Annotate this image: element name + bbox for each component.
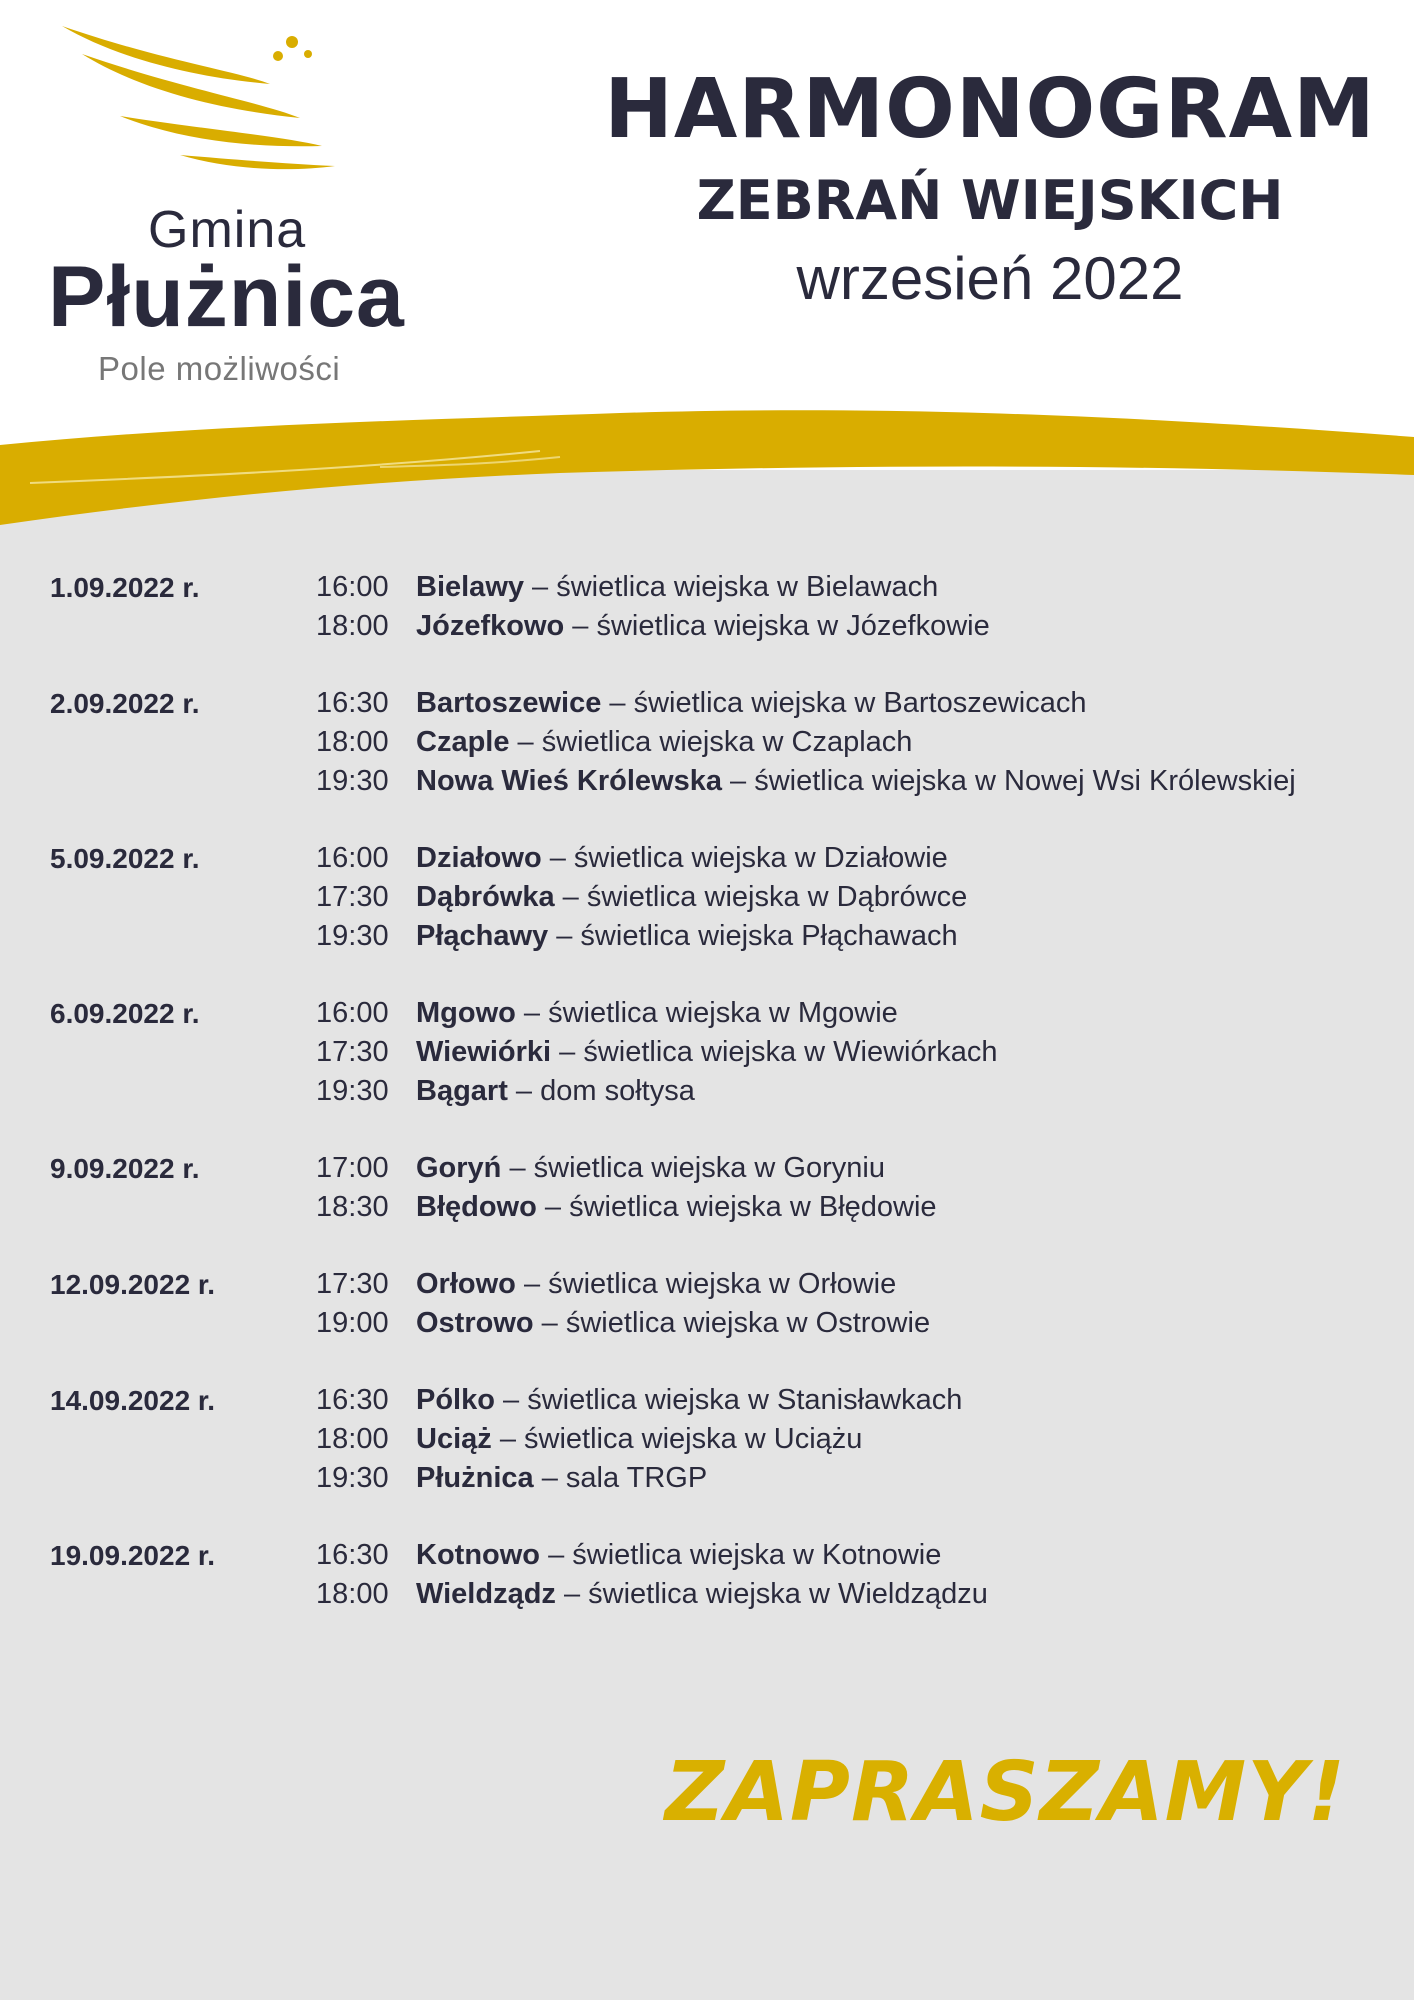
- meeting-entry: [50, 607, 1400, 646]
- schedule-day: [50, 1149, 1400, 1227]
- schedule-day: [50, 1265, 1400, 1343]
- meeting-place: [416, 723, 912, 762]
- meeting-date: 1.09.2022 r.: [50, 572, 200, 603]
- venue-description: – świetlica wiejska w Kotnowie: [540, 1539, 942, 1571]
- village-name: Błędowo: [416, 1191, 537, 1223]
- meeting-entry: [50, 917, 1400, 956]
- schedule-day: [50, 684, 1400, 801]
- venue-description: – świetlica wiejska w Goryniu: [501, 1152, 885, 1184]
- village-name: Bągart: [416, 1075, 508, 1107]
- meeting-entry: [50, 684, 1400, 723]
- meeting-place: [416, 1304, 930, 1343]
- meeting-entry: [50, 1420, 1400, 1459]
- meeting-time: 18:00: [316, 726, 389, 758]
- venue-description: – świetlica wiejska w Uciążu: [491, 1423, 863, 1455]
- meeting-time: 19:30: [316, 920, 389, 952]
- village-name: Mgowo: [416, 997, 516, 1029]
- meeting-time: 17:30: [316, 1036, 389, 1068]
- gmina-logo: [40, 20, 480, 387]
- village-name: Pólko: [416, 1384, 495, 1416]
- meeting-entry: [50, 1536, 1400, 1575]
- meeting-place: [416, 994, 898, 1033]
- venue-description: – dom sołtysa: [507, 1075, 695, 1107]
- meeting-date: 9.09.2022 r.: [50, 1153, 200, 1184]
- village-name: Ostrowo: [416, 1307, 534, 1339]
- meeting-time: 16:00: [316, 571, 389, 603]
- venue-description: – świetlica wiejska w Wieldządzu: [555, 1578, 988, 1610]
- village-name: Działowo: [416, 842, 542, 874]
- meeting-entry: [50, 1188, 1400, 1227]
- meeting-entry: [50, 723, 1400, 762]
- logo-pluznica-text: Płużnica: [48, 249, 405, 345]
- village-name: Dąbrówka: [416, 881, 555, 913]
- meeting-time: 16:00: [316, 842, 389, 874]
- venue-description: – świetlica wiejska w Nowej Wsi Królewskiej: [721, 765, 1296, 797]
- meeting-time: 17:30: [316, 881, 389, 913]
- meeting-time: 18:30: [316, 1191, 389, 1223]
- meeting-entry: [50, 1265, 1400, 1304]
- venue-description: – świetlica wiejska w Działowie: [541, 842, 948, 874]
- meeting-entry: [50, 1072, 1400, 1111]
- meeting-time: 17:00: [316, 1152, 389, 1184]
- meeting-place: [416, 1381, 962, 1420]
- venue-description: – świetlica wiejska w Mgowie: [515, 997, 898, 1029]
- village-name: Bielawy: [416, 571, 524, 603]
- meeting-entry: [50, 1149, 1400, 1188]
- meeting-place: [416, 1420, 862, 1459]
- meeting-entry: [50, 839, 1400, 878]
- village-name: Orłowo: [416, 1268, 516, 1300]
- venue-description: – świetlica wiejska w Bielawach: [524, 571, 939, 603]
- meeting-entry: [50, 1033, 1400, 1072]
- venue-description: – świetlica wiejska w Orłowie: [515, 1268, 897, 1300]
- meeting-time: 19:30: [316, 765, 389, 797]
- meeting-time: 16:30: [316, 687, 389, 719]
- venue-description: – świetlica wiejska w Wiewiórkach: [551, 1036, 998, 1068]
- meeting-place: [416, 1459, 707, 1498]
- meeting-date: 14.09.2022 r.: [50, 1385, 216, 1416]
- logo-tagline: Pole możliwości: [98, 350, 341, 387]
- meeting-place: [416, 839, 948, 878]
- yellow-brush-stroke: [0, 395, 1414, 535]
- village-name: Nowa Wieś Królewska: [416, 765, 722, 797]
- title-block: [570, 62, 1410, 316]
- meeting-entry: [50, 568, 1400, 607]
- village-name: Kotnowo: [416, 1539, 541, 1571]
- page-title: HARMONOGRAM: [604, 62, 1376, 157]
- meeting-entry: [50, 1459, 1400, 1498]
- meeting-time: 16:30: [316, 1384, 389, 1416]
- schedule-day: [50, 568, 1400, 646]
- meeting-time: 16:00: [316, 997, 389, 1029]
- meeting-date: 19.09.2022 r.: [50, 1540, 216, 1571]
- invite-text: ZAPRASZAMY!: [665, 1745, 1346, 1840]
- venue-description: – świetlica wiejska w Dąbrówce: [554, 881, 968, 913]
- village-name: Płąchawy: [416, 920, 549, 952]
- village-name: Wiewiórki: [416, 1036, 552, 1068]
- meeting-time: 18:00: [316, 1423, 389, 1455]
- meeting-place: [416, 1188, 937, 1227]
- meeting-time: 17:30: [316, 1268, 389, 1300]
- meeting-entry: [50, 1381, 1400, 1420]
- meeting-date: 5.09.2022 r.: [50, 843, 200, 874]
- meeting-entry: [50, 1304, 1400, 1343]
- schedule-day: [50, 1536, 1400, 1614]
- meeting-place: [416, 607, 990, 646]
- meeting-place: [416, 1072, 695, 1111]
- meeting-place: [416, 1149, 885, 1188]
- meeting-place: [416, 762, 1296, 801]
- venue-description: – świetlica wiejska w Stanisławkach: [494, 1384, 963, 1416]
- venue-description: – świetlica wiejska w Ostrowie: [533, 1307, 931, 1339]
- schedule-day: [50, 839, 1400, 956]
- venue-description: – sala TRGP: [533, 1462, 708, 1494]
- meeting-date: 12.09.2022 r.: [50, 1269, 216, 1300]
- meeting-entry: [50, 762, 1400, 801]
- village-name: Wieldządz: [416, 1578, 556, 1610]
- meeting-place: [416, 684, 1086, 723]
- venue-description: – świetlica wiejska w Błędowie: [536, 1191, 937, 1223]
- meeting-place: [416, 1536, 941, 1575]
- meeting-time: 18:00: [316, 1578, 389, 1610]
- meeting-time: 16:30: [316, 1539, 389, 1571]
- meeting-time: 19:30: [316, 1075, 389, 1107]
- page-month: wrzesień 2022: [796, 245, 1184, 312]
- meeting-entry: [50, 1575, 1400, 1614]
- meeting-place: [416, 1265, 896, 1304]
- golden-wing-icon: [60, 20, 340, 170]
- meeting-time: 18:00: [316, 610, 389, 642]
- meeting-time: 19:00: [316, 1307, 389, 1339]
- meeting-date: 6.09.2022 r.: [50, 998, 200, 1029]
- meeting-place: [416, 1033, 998, 1072]
- schedule-day: [50, 1381, 1400, 1498]
- logo-gmina-text: Gmina: [148, 201, 307, 259]
- village-name: Bartoszewice: [416, 687, 602, 719]
- venue-description: – świetlica wiejska w Bartoszewicach: [601, 687, 1087, 719]
- village-name: Czaple: [416, 726, 510, 758]
- meeting-entry: [50, 878, 1400, 917]
- meeting-place: [416, 878, 967, 917]
- village-name: Goryń: [416, 1152, 502, 1184]
- page-subtitle: ZEBRAŃ WIEJSKICH: [696, 169, 1284, 232]
- schedule-list: [50, 568, 1400, 1652]
- schedule-day: [50, 994, 1400, 1111]
- village-name: Józefkowo: [416, 610, 565, 642]
- meeting-place: [416, 1575, 988, 1614]
- village-name: Uciąż: [416, 1423, 492, 1455]
- meeting-entry: [50, 994, 1400, 1033]
- meeting-time: 19:30: [316, 1462, 389, 1494]
- meeting-date: 2.09.2022 r.: [50, 688, 200, 719]
- venue-description: – świetlica wiejska w Józefkowie: [564, 610, 990, 642]
- meeting-place: [416, 917, 958, 956]
- venue-description: – świetlica wiejska Płąchawach: [548, 920, 958, 952]
- venue-description: – świetlica wiejska w Czaplach: [509, 726, 913, 758]
- meeting-place: [416, 568, 938, 607]
- village-name: Płużnica: [416, 1462, 534, 1494]
